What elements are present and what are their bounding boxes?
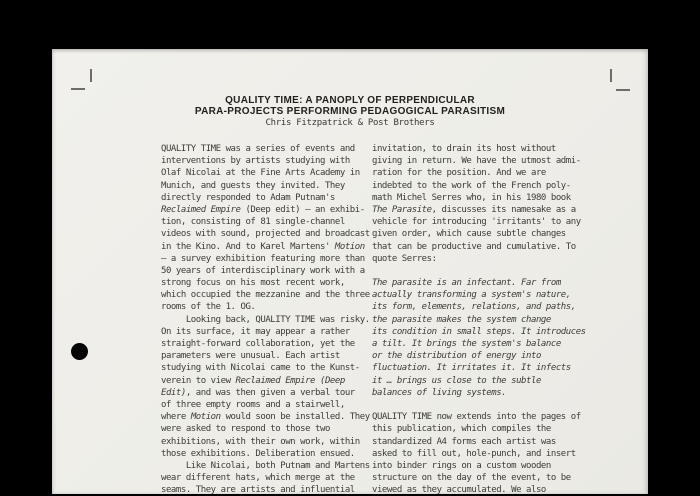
document-heading — [52, 95, 648, 129]
text-line: Looking back, QUALITY TIME was risky. — [161, 314, 370, 325]
text-line: quote Serres: — [372, 253, 437, 264]
byline: Chris Fitzpatrick & Post Brothers — [265, 118, 435, 128]
text-line: studying with Nicolai came to the Kunst- — [161, 363, 360, 374]
text-line: Reclaimed Empire (Deep edit) – an exhibi- — [161, 204, 365, 215]
text-line: exhibitions, with their own work, within — [161, 436, 360, 447]
text-line: wear different hats, which merge at the — [161, 473, 355, 484]
text-line: 50 years of interdisciplinary work with a — [161, 265, 365, 276]
text-line: QUALITY TIME was a series of events and — [161, 144, 355, 154]
text-line: verein to view Reclaimed Empire (Deep — [161, 375, 345, 386]
text-line: rooms of the 1. OG. — [161, 302, 256, 313]
text-line: balances of living systems. — [372, 387, 507, 398]
crop-mark-top-right-vertical — [610, 69, 612, 82]
text-line: actually transforming a system's nature, — [372, 290, 571, 301]
text-line: straight-forward collaboration, yet the — [161, 339, 355, 349]
text-line: parameters were unusual. Each artist — [161, 351, 340, 362]
text-line: of three empty rooms and a stairwell, — [161, 399, 345, 410]
text-line: that can be productive and cumulative. To — [372, 241, 576, 252]
text-column-left — [161, 143, 376, 496]
text-line: seams. They are artists and influential — [161, 485, 355, 496]
crop-mark-top-left-horizontal — [71, 88, 85, 90]
crop-mark-top-right-horizontal — [616, 89, 630, 91]
text-line: The parasite is an infectant. Far from — [372, 278, 561, 289]
page-title-line-2: PARA-PROJECTS PERFORMING PEDAGOGICAL PARASITISM — [194, 106, 506, 117]
text-line: which occupied the mezzanine and the three — [161, 290, 370, 301]
text-line: viewed as they accumulated. We also — [372, 485, 546, 496]
crop-mark-top-left-vertical — [90, 69, 92, 82]
text-line: Olaf Nicolai at the Fine Arts Academy in — [161, 168, 360, 179]
text-line: tion, consisting of 81 single-channel — [161, 217, 345, 228]
text-line: ration for the position. And we are — [372, 168, 546, 179]
text-line: strong focus on his most recent work, — [161, 278, 345, 289]
text-line: those exhibitions. Deliberation ensued. — [161, 448, 355, 459]
text-line: math Michel Serres who, in his 1980 book — [372, 192, 571, 203]
text-line: directly responded to Adam Putnam's — [161, 192, 335, 203]
text-line: were asked to respond to those two — [161, 424, 330, 435]
text-line: a tilt. It brings the system's balance — [372, 339, 561, 349]
text-line: the parasite makes the system change — [372, 314, 551, 325]
text-line: vehicle for introducing 'irritants' to any — [372, 217, 581, 228]
text-line: On its surface, it may appear a rather — [161, 326, 350, 337]
text-line: or the distribution of energy into — [372, 351, 541, 362]
text-line: indebted to the work of the French poly- — [372, 180, 571, 191]
document-page — [52, 49, 648, 494]
text-line: given order, which cause subtle changes — [372, 229, 566, 240]
text-line: structure on the day of the event, to be — [372, 473, 571, 484]
text-line: giving in return. We have the utmost admi- — [372, 156, 581, 167]
text-line: standardized A4 forms each artist was — [372, 436, 556, 447]
text-line: invitation, to drain its host without — [372, 144, 556, 154]
text-line — [372, 265, 587, 277]
text-line: in the Kino. And to Karel Martens' Motion — [161, 241, 365, 252]
text-line: into binder rings on a custom wooden — [372, 460, 551, 471]
text-line: fluctuation. It irritates it. It infects — [372, 363, 571, 374]
text-line: interventions by artists studying with — [161, 156, 350, 167]
text-line — [372, 399, 587, 411]
page-title-line-1: QUALITY TIME: A PANOPLY OF PERPENDICULAR — [225, 95, 475, 106]
text-line: QUALITY TIME now extends into the pages of — [372, 412, 581, 423]
text-line: The Parasite, discusses its namesake as a — [372, 204, 576, 215]
hole-punch-mark — [71, 343, 88, 360]
text-line: where Motion would soon be installed. They — [161, 412, 370, 423]
text-line: its condition in small steps. It introduces — [372, 326, 586, 337]
text-line: Like Nicolai, both Putnam and Martens — [161, 460, 370, 471]
text-line: videos with sound, projected and broadcast — [161, 229, 370, 240]
text-line: its form, elements, relations, and paths, — [372, 302, 576, 313]
text-line: it … brings us close to the subtle — [372, 375, 541, 386]
text-line: Munich, and guests they invited. They — [161, 180, 345, 191]
text-column-right — [372, 143, 587, 496]
text-line: asked to fill out, hole-punch, and insert — [372, 448, 576, 459]
text-line: Edit), and was then given a verbal tour — [161, 387, 355, 398]
text-line: – a survey exhibition featuring more than — [161, 253, 365, 264]
text-line: this publication, which compiles the — [372, 424, 551, 435]
